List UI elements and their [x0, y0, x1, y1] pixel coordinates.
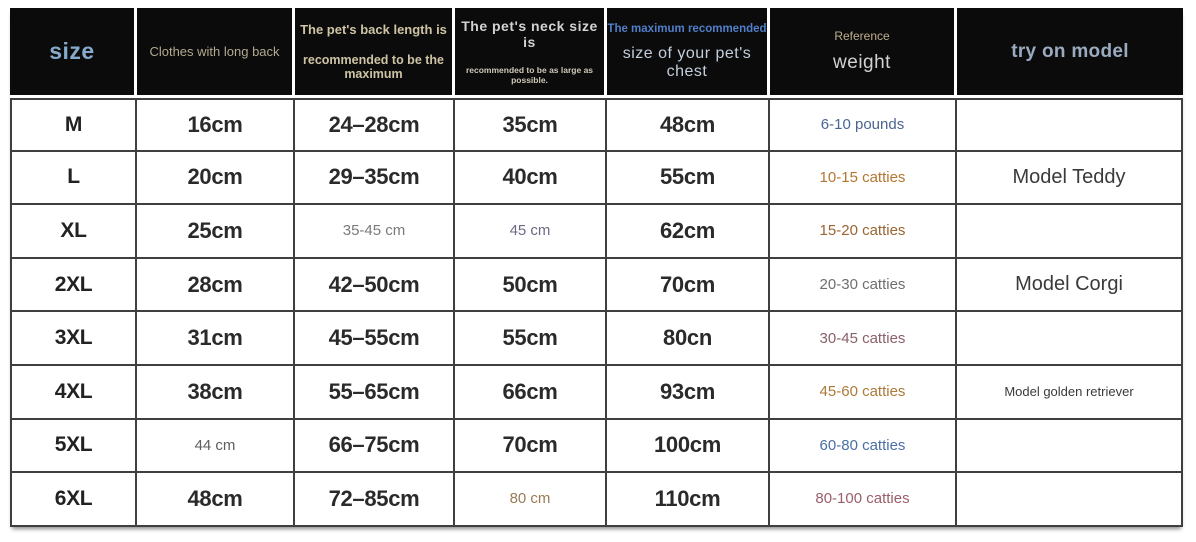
- cell-model-l: Model Teddy: [957, 152, 1183, 206]
- cell-neck-4xl: 66cm: [455, 366, 607, 420]
- column-header-back-length-line2: recommended to be the maximum: [303, 53, 444, 81]
- cell-long-back-3xl: 31cm: [137, 312, 295, 366]
- column-header-neck: [455, 8, 607, 98]
- cell-chest-4xl: 93cm: [607, 366, 770, 420]
- cell-size-3xl: 3XL: [10, 312, 137, 366]
- cell-long-back-6xl: 48cm: [137, 473, 295, 527]
- column-header-weight-line2: weight: [833, 52, 891, 73]
- cell-model-3xl: [957, 312, 1183, 366]
- cell-neck-m: 35cm: [455, 98, 607, 152]
- column-header-try-on-model-label: try on model: [1011, 40, 1129, 62]
- column-header-back-length-line1: The pet's back length is: [300, 22, 447, 37]
- column-header-size-label: size: [49, 38, 95, 64]
- cell-size-xl: XL: [10, 205, 137, 259]
- cell-long-back-l: 20cm: [137, 152, 295, 206]
- cell-chest-m: 48cm: [607, 98, 770, 152]
- cell-chest-6xl: 110cm: [607, 473, 770, 527]
- cell-neck-3xl: 55cm: [455, 312, 607, 366]
- column-header-weight-line1: Reference: [834, 29, 890, 43]
- cell-chest-l: 55cm: [607, 152, 770, 206]
- column-header-size: [10, 8, 137, 98]
- cell-weight-4xl: 45-60 catties: [770, 366, 957, 420]
- cell-model-2xl: Model Corgi: [957, 259, 1183, 313]
- cell-back-length-l: 29–35cm: [295, 152, 455, 206]
- cell-back-length-3xl: 45–55cm: [295, 312, 455, 366]
- cell-model-m: [957, 98, 1183, 152]
- cell-back-length-m: 24–28cm: [295, 98, 455, 152]
- cell-size-2xl: 2XL: [10, 259, 137, 313]
- column-header-back-length: [295, 8, 455, 98]
- cell-long-back-5xl: 44 cm: [137, 420, 295, 474]
- column-header-try-on-model: [957, 8, 1183, 98]
- cell-weight-6xl: 80-100 catties: [770, 473, 957, 527]
- column-header-neck-line1: The pet's neck size is: [461, 18, 598, 50]
- cell-back-length-xl: 35-45 cm: [295, 205, 455, 259]
- size-chart-table: [10, 8, 1183, 527]
- column-header-chest-line2: size of your pet's chest: [622, 44, 752, 80]
- column-header-neck-line2: recommended to be as large as possible.: [465, 65, 594, 85]
- cell-size-l: L: [10, 152, 137, 206]
- cell-long-back-m: 16cm: [137, 98, 295, 152]
- cell-size-5xl: 5XL: [10, 420, 137, 474]
- cell-size-6xl: 6XL: [10, 473, 137, 527]
- cell-neck-l: 40cm: [455, 152, 607, 206]
- cell-size-4xl: 4XL: [10, 366, 137, 420]
- cell-model-xl: [957, 205, 1183, 259]
- cell-weight-xl: 15-20 catties: [770, 205, 957, 259]
- cell-neck-6xl: 80 cm: [455, 473, 607, 527]
- cell-model-5xl: [957, 420, 1183, 474]
- cell-back-length-5xl: 66–75cm: [295, 420, 455, 474]
- column-header-long-back-label: Clothes with long back: [149, 44, 280, 59]
- cell-size-m: M: [10, 98, 137, 152]
- column-header-weight: [770, 8, 957, 98]
- column-header-long-back: [137, 8, 295, 98]
- cell-weight-l: 10-15 catties: [770, 152, 957, 206]
- cell-neck-5xl: 70cm: [455, 420, 607, 474]
- cell-neck-xl: 45 cm: [455, 205, 607, 259]
- cell-chest-xl: 62cm: [607, 205, 770, 259]
- cell-weight-m: 6-10 pounds: [770, 98, 957, 152]
- cell-weight-3xl: 30-45 catties: [770, 312, 957, 366]
- cell-long-back-4xl: 38cm: [137, 366, 295, 420]
- column-header-chest: [607, 8, 770, 98]
- cell-back-length-2xl: 42–50cm: [295, 259, 455, 313]
- cell-long-back-xl: 25cm: [137, 205, 295, 259]
- cell-back-length-4xl: 55–65cm: [295, 366, 455, 420]
- cell-back-length-6xl: 72–85cm: [295, 473, 455, 527]
- cell-chest-5xl: 100cm: [607, 420, 770, 474]
- cell-neck-2xl: 50cm: [455, 259, 607, 313]
- cell-chest-3xl: 80cn: [607, 312, 770, 366]
- column-header-chest-line1: The maximum recommended: [607, 22, 767, 35]
- cell-chest-2xl: 70cm: [607, 259, 770, 313]
- cell-model-6xl: [957, 473, 1183, 527]
- cell-long-back-2xl: 28cm: [137, 259, 295, 313]
- cell-model-4xl: Model golden retriever: [957, 366, 1183, 420]
- cell-weight-5xl: 60-80 catties: [770, 420, 957, 474]
- cell-weight-2xl: 20-30 catties: [770, 259, 957, 313]
